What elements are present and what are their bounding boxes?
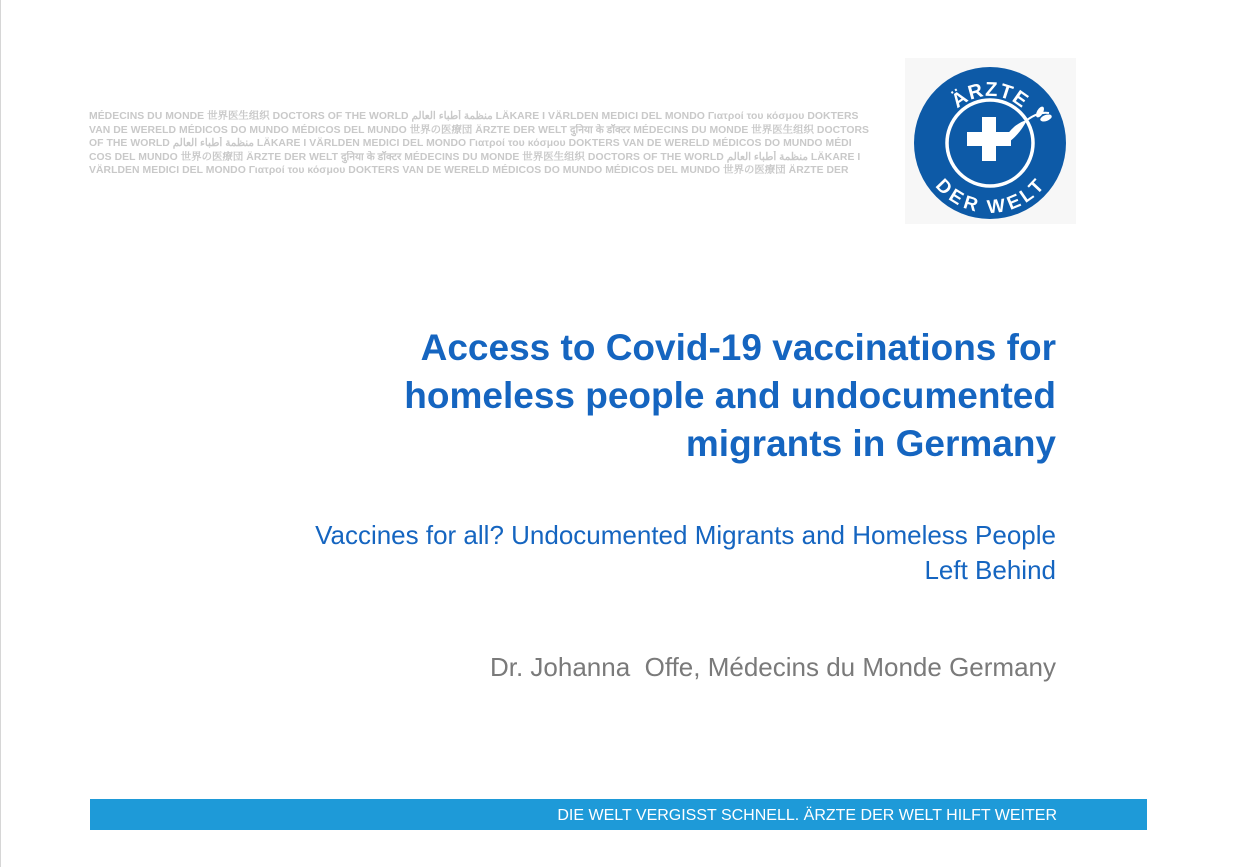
subtitle-line: Vaccines for all? Undocumented Migrants and Homeless People [315, 520, 1056, 550]
banner-line: OF THE WORLD منظمة أطباء العالم LÄKARE I VÄRLDEN MEDICI DEL MONDO Γιατροί του κόσμου DOKTERS VAN DE WERELD MÉDICOS DO MUNDO MÉDI [89, 138, 852, 149]
author-line: Dr. Johanna Offe, Médecins du Monde Germany [489, 652, 1056, 682]
banner-line: VAN DE WERELD MÉDICOS DO MUNDO MÉDICOS DEL MUNDO 世界の医療団 ÄRZTE DER WELT दुनिया के डॉक्टर MÉDECINS DU MONDE 世界医生组织 DOCTORS [89, 124, 870, 136]
banner-line: VÄRLDEN MEDICI DEL MONDO Γιατροί του κόσμου DOKTERS VAN DE WERELD MÉDICOS DO MUNDO MÉDICOS DEL MUNDO 世界の医療団 ÄRZTE DER [89, 165, 849, 176]
title-line: homeless people and undocumented [404, 375, 1056, 416]
title-line: Access to Covid-19 vaccinations for [420, 327, 1056, 368]
subtitle-line: Left Behind [924, 555, 1056, 585]
banner-line: COS DEL MUNDO 世界の医療団 ÄRZTE DER WELT दुनिया के डॉक्टर MÉDECINS DU MONDE 世界医生组织 DOCTORS OF THE WORLD منظمة أطباء العالم LÄKARE I [89, 151, 861, 163]
footer-slogan: DIE WELT VERGISST SCHNELL. ÄRZTE DER WELT HILFT WEITER [557, 807, 1057, 824]
logo-bottom-text: DER WELT [931, 175, 1049, 219]
slide-subtitle [156, 518, 1056, 588]
banner-line: MÉDECINS DU MONDE 世界医生组织 DOCTORS OF THE WORLD منظمة أطباء العالم LÄKARE I VÄRLDEN MEDICI DEL MONDO Γιατροί του κόσμου DOKTERS [89, 111, 859, 122]
footer-bar [90, 799, 1147, 830]
slide-left-border [0, 0, 1, 867]
multilingual-name-banner [89, 110, 885, 178]
slide-title [276, 324, 1056, 468]
logo-top-text: ÄRZTE [947, 78, 1033, 113]
title-line: migrants in Germany [685, 423, 1056, 464]
aerzte-der-welt-logo [905, 58, 1076, 224]
